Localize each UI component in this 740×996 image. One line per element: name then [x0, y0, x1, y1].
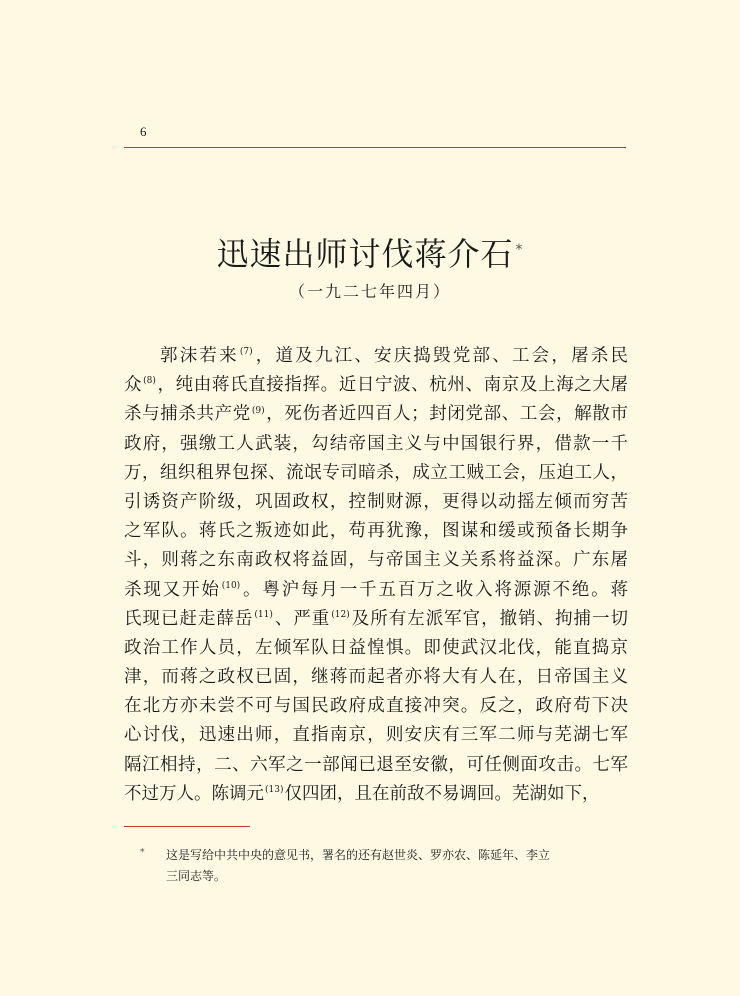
footnote-line	[140, 845, 630, 866]
footnote-line: 三同志等。	[166, 869, 227, 883]
note-reference: (9)	[251, 405, 265, 416]
body-line	[124, 663, 628, 692]
header-rule	[124, 147, 626, 148]
body-line	[124, 430, 628, 459]
body-line	[124, 751, 628, 780]
body-line	[124, 400, 628, 429]
note-reference: (13)	[265, 784, 284, 795]
body-text-segment: 、严重	[273, 608, 331, 629]
article-title	[0, 230, 740, 278]
body-text-segment: 仅四团，且在前敌不易调回。芜湖如下，	[284, 783, 600, 804]
body-text-segment: 万，组织租界包探、流氓专司暗杀，成立工贼工会，压迫工人，	[124, 462, 628, 483]
body-text-segment: 政府，强缴工人武装，勾结帝国主义与中国银行界，借款一千	[124, 433, 628, 454]
body-text-segment: 众	[124, 375, 143, 396]
footnote-text: 这是写给中共中央的意见书，署名的还有赵世炎、罗亦农、陈延年、李立	[166, 848, 551, 862]
body-text-segment: 之军队。蒋氏之叛迹如此，苟再犹豫，图谋和缓或预备长期争	[124, 521, 628, 542]
title-footnote-mark: *	[515, 242, 524, 258]
body-text-segment: 杀与捕杀共产党	[124, 404, 251, 425]
body-line	[124, 342, 628, 371]
note-reference: (11)	[254, 609, 273, 620]
body-text-segment: 津，而蒋之政权已固，继蒋而起者亦将大有人在，日帝国主义	[124, 667, 628, 688]
body-line	[124, 546, 628, 575]
body-text-segment: ，纯由蒋氏直接指挥。近日宁波、杭州、南京及上海之大屠	[156, 375, 629, 396]
footnote	[140, 845, 630, 887]
note-reference: (10)	[221, 580, 241, 591]
body-text-segment: 引诱资产阶级，巩固政权，控制财源，更得以动摇左倾而穷苦	[124, 491, 628, 512]
body-text-segment: 郭沫若来	[160, 346, 239, 366]
body-text-segment: 斗，则蒋之东南政权将益固，与帝国主义关系将益深。广东屠	[124, 550, 628, 571]
page-number: 6	[140, 124, 147, 139]
article-date: （一九二七年四月）	[288, 282, 451, 301]
body-text-segment: ，道及九江、安庆捣毁党部、工会，屠杀民	[253, 346, 629, 366]
body-line	[124, 780, 628, 809]
title-text: 迅速出师讨伐蒋介石	[216, 235, 514, 273]
body-text-segment: 在北方亦未尝不可与国民政府成直接冲突。反之，政府苟下决	[124, 696, 628, 717]
body-text-segment: ，死伤者近四百人；封闭党部、工会，解散市	[265, 404, 628, 425]
body-text-segment: 不过万人。陈调元	[124, 783, 264, 804]
note-reference: (8)	[143, 376, 156, 387]
body-text-segment: 隔江相持，二、六军之一部闻已退至安徽，可任侧面攻击。七军	[124, 754, 628, 775]
body-text-segment: 政治工作人员，左倾军队日益惶惧。即使武汉北伐，能直捣京	[124, 637, 628, 658]
note-reference: (12)	[331, 609, 350, 620]
note-reference: (7)	[239, 347, 253, 358]
body-line	[124, 576, 628, 605]
body-line	[124, 371, 628, 400]
body-text-segment: 心讨伐，迅速出师，直指南京，则安庆有三军二师与芜湖七军	[124, 725, 628, 746]
body-text	[124, 342, 628, 809]
footnote-mark: *	[140, 848, 145, 858]
body-text-segment: 及所有左派军官，撤销、拘捕一切	[350, 608, 629, 629]
body-text-segment: 。粤沪每月一千五百万之收入将源源不绝。蒋	[241, 579, 628, 600]
body-line	[124, 721, 628, 750]
body-line	[124, 459, 628, 488]
body-text-segment: 杀现又开始	[124, 579, 221, 600]
body-line	[124, 634, 628, 663]
footnote-rule	[124, 826, 250, 827]
body-line	[124, 517, 628, 546]
body-line	[124, 605, 628, 634]
body-line	[124, 488, 628, 517]
body-text-segment: 氏现已赶走薛岳	[124, 608, 254, 629]
body-line	[124, 692, 628, 721]
